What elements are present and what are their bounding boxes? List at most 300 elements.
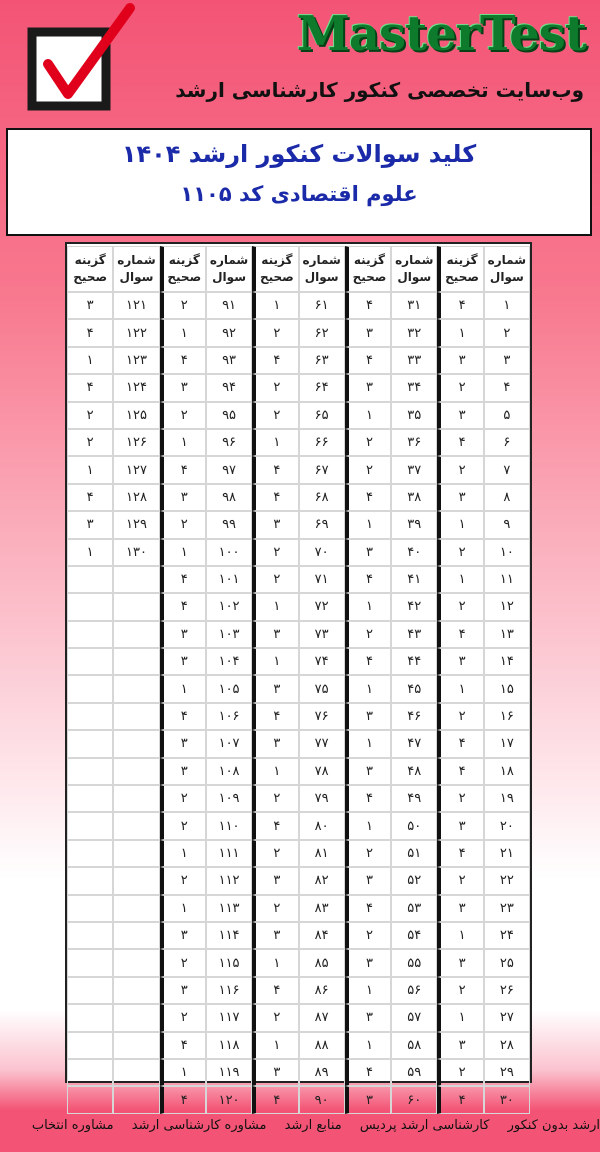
table-row <box>67 347 530 374</box>
correct-answer: ۳ <box>345 867 391 894</box>
correct-answer: ۱ <box>345 812 391 839</box>
question-number-header: شماره سوال <box>299 246 345 292</box>
question-number: ۸۱ <box>299 840 345 867</box>
correct-answer <box>67 593 113 620</box>
correct-answer: ۲ <box>345 456 391 483</box>
correct-answer: ۳ <box>252 675 298 702</box>
question-number: ۷۳ <box>299 621 345 648</box>
correct-answer <box>67 648 113 675</box>
question-number: ۵۰ <box>391 812 437 839</box>
question-number-header: شماره سوال <box>206 246 252 292</box>
table-row <box>67 566 530 593</box>
correct-answer <box>67 840 113 867</box>
table-row <box>67 374 530 401</box>
question-number <box>113 730 159 757</box>
correct-answer: ۲ <box>345 621 391 648</box>
footer-link[interactable]: ارشد بدون کنکور <box>507 1118 600 1133</box>
correct-answer: ۲ <box>252 1004 298 1031</box>
question-number: ۲۴ <box>484 922 530 949</box>
question-number: ۱۰۵ <box>206 675 252 702</box>
correct-answer: ۴ <box>345 484 391 511</box>
correct-answer: ۲ <box>252 785 298 812</box>
correct-answer: ۳ <box>345 539 391 566</box>
correct-answer: ۴ <box>345 1059 391 1086</box>
correct-answer <box>67 758 113 785</box>
table-row <box>67 785 530 812</box>
correct-answer <box>67 977 113 1004</box>
question-number: ۱۰۴ <box>206 648 252 675</box>
correct-answer: ۳ <box>437 484 483 511</box>
table-row <box>67 703 530 730</box>
question-number: ۸۶ <box>299 977 345 1004</box>
question-number: ۳۸ <box>391 484 437 511</box>
question-number: ۱۰۳ <box>206 621 252 648</box>
question-number: ۲۱ <box>484 840 530 867</box>
correct-answer: ۳ <box>345 1086 391 1113</box>
table-row <box>67 895 530 922</box>
table-row <box>67 621 530 648</box>
correct-answer: ۲ <box>437 374 483 401</box>
correct-answer: ۴ <box>252 1086 298 1113</box>
correct-answer: ۲ <box>160 867 206 894</box>
question-number: ۱۰۹ <box>206 785 252 812</box>
question-number: ۱۶ <box>484 703 530 730</box>
question-number: ۱ <box>484 292 530 319</box>
question-number: ۳۴ <box>391 374 437 401</box>
question-number <box>113 566 159 593</box>
correct-answer: ۳ <box>437 949 483 976</box>
question-number: ۴۴ <box>391 648 437 675</box>
question-number: ۱۳۰ <box>113 539 159 566</box>
table-row <box>67 292 530 319</box>
question-number: ۵۱ <box>391 840 437 867</box>
question-number: ۱۲۵ <box>113 402 159 429</box>
correct-answer <box>67 922 113 949</box>
correct-answer: ۳ <box>160 621 206 648</box>
question-number: ۳۵ <box>391 402 437 429</box>
correct-answer: ۴ <box>160 1086 206 1113</box>
question-number: ۸۵ <box>299 949 345 976</box>
correct-answer: ۴ <box>345 785 391 812</box>
question-number: ۶۵ <box>299 402 345 429</box>
question-number <box>113 867 159 894</box>
correct-answer: ۲ <box>437 456 483 483</box>
question-number: ۱۱۵ <box>206 949 252 976</box>
correct-answer: ۱ <box>345 977 391 1004</box>
checkmark-box-icon[interactable] <box>18 2 136 120</box>
correct-answer: ۳ <box>252 1059 298 1086</box>
correct-answer: ۳ <box>160 484 206 511</box>
question-number <box>113 812 159 839</box>
correct-answer-header: گزینه صحیح <box>252 246 298 292</box>
correct-answer: ۲ <box>160 785 206 812</box>
site-tagline: وب‌سایت تخصصی کنکور کارشناسی ارشد <box>175 78 584 102</box>
question-number: ۱۲۴ <box>113 374 159 401</box>
question-number <box>113 703 159 730</box>
question-number: ۴۳ <box>391 621 437 648</box>
question-number: ۲۹ <box>484 1059 530 1086</box>
title-box <box>6 128 592 236</box>
correct-answer <box>67 1032 113 1059</box>
table-row <box>67 1059 530 1086</box>
question-number: ۲۰ <box>484 812 530 839</box>
question-number: ۴۷ <box>391 730 437 757</box>
table-row <box>67 949 530 976</box>
question-number: ۱۲۳ <box>113 347 159 374</box>
question-number: ۲۷ <box>484 1004 530 1031</box>
question-number: ۷۹ <box>299 785 345 812</box>
question-number: ۵۸ <box>391 1032 437 1059</box>
correct-answer: ۱ <box>345 511 391 538</box>
correct-answer: ۴ <box>160 703 206 730</box>
correct-answer: ۲ <box>67 429 113 456</box>
correct-answer: ۴ <box>437 292 483 319</box>
correct-answer: ۲ <box>160 1004 206 1031</box>
question-number: ۳۶ <box>391 429 437 456</box>
site-header <box>0 0 600 128</box>
correct-answer-header: گزینه صحیح <box>437 246 483 292</box>
footer-link[interactable]: مشاوره کارشناسی ارشد <box>131 1118 267 1133</box>
correct-answer: ۴ <box>252 484 298 511</box>
correct-answer: ۳ <box>160 758 206 785</box>
question-number: ۸۴ <box>299 922 345 949</box>
correct-answer: ۳ <box>252 511 298 538</box>
correct-answer: ۱ <box>345 1032 391 1059</box>
question-number: ۱۲۷ <box>113 456 159 483</box>
correct-answer-header: گزینه صحیح <box>345 246 391 292</box>
correct-answer: ۱ <box>160 675 206 702</box>
question-number: ۵۷ <box>391 1004 437 1031</box>
table-row <box>67 730 530 757</box>
correct-answer: ۲ <box>252 895 298 922</box>
question-number <box>113 593 159 620</box>
correct-answer: ۴ <box>437 1086 483 1113</box>
question-number: ۴۹ <box>391 785 437 812</box>
question-number: ۱۲۹ <box>113 511 159 538</box>
correct-answer: ۳ <box>437 895 483 922</box>
table-row <box>67 593 530 620</box>
table-row <box>67 319 530 346</box>
question-number: ۳۱ <box>391 292 437 319</box>
correct-answer: ۲ <box>437 785 483 812</box>
correct-answer <box>67 1004 113 1031</box>
correct-answer: ۳ <box>67 292 113 319</box>
page-title: کلید سوالات کنکور ارشد ۱۴۰۴ <box>121 140 477 168</box>
table-row <box>67 758 530 785</box>
correct-answer: ۳ <box>160 374 206 401</box>
question-number: ۷۶ <box>299 703 345 730</box>
correct-answer <box>67 621 113 648</box>
correct-answer: ۴ <box>252 347 298 374</box>
correct-answer: ۱ <box>160 895 206 922</box>
table-row <box>67 867 530 894</box>
correct-answer: ۴ <box>437 429 483 456</box>
question-number: ۱۱۱ <box>206 840 252 867</box>
question-number: ۹ <box>484 511 530 538</box>
question-number: ۱۸ <box>484 758 530 785</box>
footer-links <box>0 1108 600 1152</box>
question-number: ۸۷ <box>299 1004 345 1031</box>
question-number: ۶۶ <box>299 429 345 456</box>
correct-answer: ۱ <box>67 539 113 566</box>
question-number: ۶۹ <box>299 511 345 538</box>
question-number: ۲۶ <box>484 977 530 1004</box>
correct-answer <box>67 1059 113 1086</box>
question-number: ۷ <box>484 456 530 483</box>
correct-answer: ۳ <box>345 703 391 730</box>
question-number: ۱۰۲ <box>206 593 252 620</box>
table-row <box>67 648 530 675</box>
question-number: ۵۵ <box>391 949 437 976</box>
footer-link[interactable]: کارشناسی ارشد پردیس <box>359 1118 490 1133</box>
correct-answer: ۴ <box>252 812 298 839</box>
question-number: ۳ <box>484 347 530 374</box>
table-row <box>67 922 530 949</box>
correct-answer: ۴ <box>160 347 206 374</box>
correct-answer: ۲ <box>437 1059 483 1086</box>
correct-answer: ۲ <box>345 429 391 456</box>
correct-answer: ۱ <box>437 511 483 538</box>
correct-answer <box>67 867 113 894</box>
correct-answer: ۴ <box>345 566 391 593</box>
table-header-row <box>67 246 530 292</box>
table-row <box>67 429 530 456</box>
question-number <box>113 977 159 1004</box>
table-row <box>67 511 530 538</box>
question-number: ۶۳ <box>299 347 345 374</box>
correct-answer: ۱ <box>252 292 298 319</box>
correct-answer: ۴ <box>160 593 206 620</box>
correct-answer: ۱ <box>345 675 391 702</box>
question-number: ۶۷ <box>299 456 345 483</box>
question-number: ۱۱۲ <box>206 867 252 894</box>
page-subtitle: علوم اقتصادی کد ۱۱۰۵ <box>180 182 418 206</box>
question-number: ۱۱۶ <box>206 977 252 1004</box>
question-number: ۹۹ <box>206 511 252 538</box>
question-number <box>113 785 159 812</box>
question-number: ۱۱ <box>484 566 530 593</box>
question-number: ۱۰۶ <box>206 703 252 730</box>
question-number: ۹۷ <box>206 456 252 483</box>
question-number: ۹۱ <box>206 292 252 319</box>
question-number: ۱۰۰ <box>206 539 252 566</box>
table-row <box>67 456 530 483</box>
table-row <box>67 402 530 429</box>
correct-answer: ۱ <box>160 840 206 867</box>
question-number <box>113 675 159 702</box>
table-row <box>67 1032 530 1059</box>
question-number: ۱۴ <box>484 648 530 675</box>
correct-answer: ۴ <box>252 977 298 1004</box>
question-number: ۹۸ <box>206 484 252 511</box>
question-number: ۱۱۸ <box>206 1032 252 1059</box>
question-number: ۶۲ <box>299 319 345 346</box>
question-number: ۶۱ <box>299 292 345 319</box>
question-number: ۱۱۳ <box>206 895 252 922</box>
correct-answer: ۳ <box>252 922 298 949</box>
question-number: ۲۳ <box>484 895 530 922</box>
correct-answer: ۳ <box>252 867 298 894</box>
question-number: ۴۱ <box>391 566 437 593</box>
question-number: ۹۰ <box>299 1086 345 1113</box>
correct-answer: ۲ <box>160 511 206 538</box>
correct-answer: ۳ <box>160 977 206 1004</box>
question-number: ۸۸ <box>299 1032 345 1059</box>
question-number <box>113 840 159 867</box>
question-number: ۴۶ <box>391 703 437 730</box>
correct-answer: ۲ <box>437 977 483 1004</box>
question-number-header: شماره سوال <box>484 246 530 292</box>
correct-answer: ۲ <box>437 703 483 730</box>
correct-answer: ۱ <box>252 949 298 976</box>
correct-answer: ۴ <box>437 730 483 757</box>
question-number: ۹۳ <box>206 347 252 374</box>
question-number: ۱۱۴ <box>206 922 252 949</box>
correct-answer: ۳ <box>160 648 206 675</box>
question-number: ۱۲۸ <box>113 484 159 511</box>
question-number: ۶۸ <box>299 484 345 511</box>
correct-answer: ۴ <box>437 758 483 785</box>
question-number: ۴۵ <box>391 675 437 702</box>
correct-answer: ۲ <box>252 539 298 566</box>
question-number: ۹۵ <box>206 402 252 429</box>
question-number: ۱۲۱ <box>113 292 159 319</box>
correct-answer <box>67 703 113 730</box>
correct-answer <box>67 895 113 922</box>
correct-answer: ۱ <box>437 1004 483 1031</box>
correct-answer: ۴ <box>437 621 483 648</box>
question-number <box>113 895 159 922</box>
correct-answer <box>67 730 113 757</box>
correct-answer: ۴ <box>345 347 391 374</box>
question-number: ۶۰ <box>391 1086 437 1113</box>
question-number <box>113 1032 159 1059</box>
correct-answer: ۲ <box>252 840 298 867</box>
correct-answer: ۱ <box>437 566 483 593</box>
table-row <box>67 812 530 839</box>
correct-answer <box>67 812 113 839</box>
question-number: ۴۸ <box>391 758 437 785</box>
table-row <box>67 840 530 867</box>
correct-answer: ۱ <box>67 456 113 483</box>
question-number: ۳۹ <box>391 511 437 538</box>
question-number: ۱۲۶ <box>113 429 159 456</box>
question-number: ۸۲ <box>299 867 345 894</box>
question-number: ۷۷ <box>299 730 345 757</box>
correct-answer: ۲ <box>252 566 298 593</box>
correct-answer: ۳ <box>252 621 298 648</box>
answer-key-table <box>65 242 532 1108</box>
correct-answer: ۱ <box>252 758 298 785</box>
correct-answer: ۲ <box>252 319 298 346</box>
correct-answer: ۲ <box>160 949 206 976</box>
correct-answer: ۴ <box>160 1032 206 1059</box>
question-number: ۱۷ <box>484 730 530 757</box>
correct-answer-header: گزینه صحیح <box>160 246 206 292</box>
correct-answer: ۱ <box>160 539 206 566</box>
question-number: ۱۱۰ <box>206 812 252 839</box>
question-number: ۷۴ <box>299 648 345 675</box>
correct-answer: ۳ <box>67 511 113 538</box>
question-number: ۱۲ <box>484 593 530 620</box>
correct-answer: ۱ <box>160 1059 206 1086</box>
correct-answer: ۱ <box>345 593 391 620</box>
question-number: ۸۰ <box>299 812 345 839</box>
question-number: ۲۸ <box>484 1032 530 1059</box>
question-number: ۵۲ <box>391 867 437 894</box>
correct-answer: ۳ <box>252 730 298 757</box>
correct-answer: ۱ <box>67 347 113 374</box>
correct-answer: ۳ <box>345 319 391 346</box>
correct-answer: ۱ <box>437 675 483 702</box>
question-number: ۱۵ <box>484 675 530 702</box>
brand-name[interactable]: MasterTest <box>296 6 586 62</box>
footer-link[interactable]: مشاوره انتخاب <box>31 1118 114 1133</box>
question-number: ۱۲۰ <box>206 1086 252 1113</box>
correct-answer: ۴ <box>345 895 391 922</box>
correct-answer: ۳ <box>345 758 391 785</box>
correct-answer: ۴ <box>345 648 391 675</box>
question-number: ۸۳ <box>299 895 345 922</box>
correct-answer: ۳ <box>437 347 483 374</box>
question-number: ۵۹ <box>391 1059 437 1086</box>
correct-answer: ۳ <box>345 949 391 976</box>
correct-answer: ۱ <box>437 319 483 346</box>
question-number: ۵۶ <box>391 977 437 1004</box>
correct-answer: ۱ <box>160 429 206 456</box>
question-number: ۱۰۸ <box>206 758 252 785</box>
correct-answer <box>67 949 113 976</box>
question-number: ۶۴ <box>299 374 345 401</box>
correct-answer: ۳ <box>437 648 483 675</box>
question-number: ۴ <box>484 374 530 401</box>
question-number: ۷۰ <box>299 539 345 566</box>
question-number <box>113 922 159 949</box>
correct-answer: ۱ <box>160 319 206 346</box>
question-number: ۱۰۱ <box>206 566 252 593</box>
correct-answer: ۱ <box>252 648 298 675</box>
correct-answer: ۲ <box>160 402 206 429</box>
correct-answer: ۳ <box>345 374 391 401</box>
question-number: ۱۲۲ <box>113 319 159 346</box>
question-number: ۳۰ <box>484 1086 530 1113</box>
correct-answer: ۲ <box>437 867 483 894</box>
correct-answer: ۴ <box>160 566 206 593</box>
table-row <box>67 1004 530 1031</box>
correct-answer: ۲ <box>437 539 483 566</box>
question-number: ۱۱۷ <box>206 1004 252 1031</box>
question-number: ۷۵ <box>299 675 345 702</box>
question-number: ۹۶ <box>206 429 252 456</box>
footer-link[interactable]: منابع ارشد <box>284 1118 342 1133</box>
correct-answer: ۱ <box>437 922 483 949</box>
question-number: ۹۴ <box>206 374 252 401</box>
correct-answer: ۲ <box>345 840 391 867</box>
correct-answer: ۴ <box>437 840 483 867</box>
question-number: ۸ <box>484 484 530 511</box>
question-number: ۱۰ <box>484 539 530 566</box>
correct-answer: ۲ <box>252 374 298 401</box>
correct-answer <box>67 785 113 812</box>
correct-answer: ۳ <box>160 730 206 757</box>
question-number: ۷۸ <box>299 758 345 785</box>
correct-answer: ۱ <box>252 429 298 456</box>
correct-answer: ۲ <box>252 402 298 429</box>
question-number: ۱۱۹ <box>206 1059 252 1086</box>
question-number <box>113 648 159 675</box>
question-number <box>113 758 159 785</box>
question-number: ۸۹ <box>299 1059 345 1086</box>
